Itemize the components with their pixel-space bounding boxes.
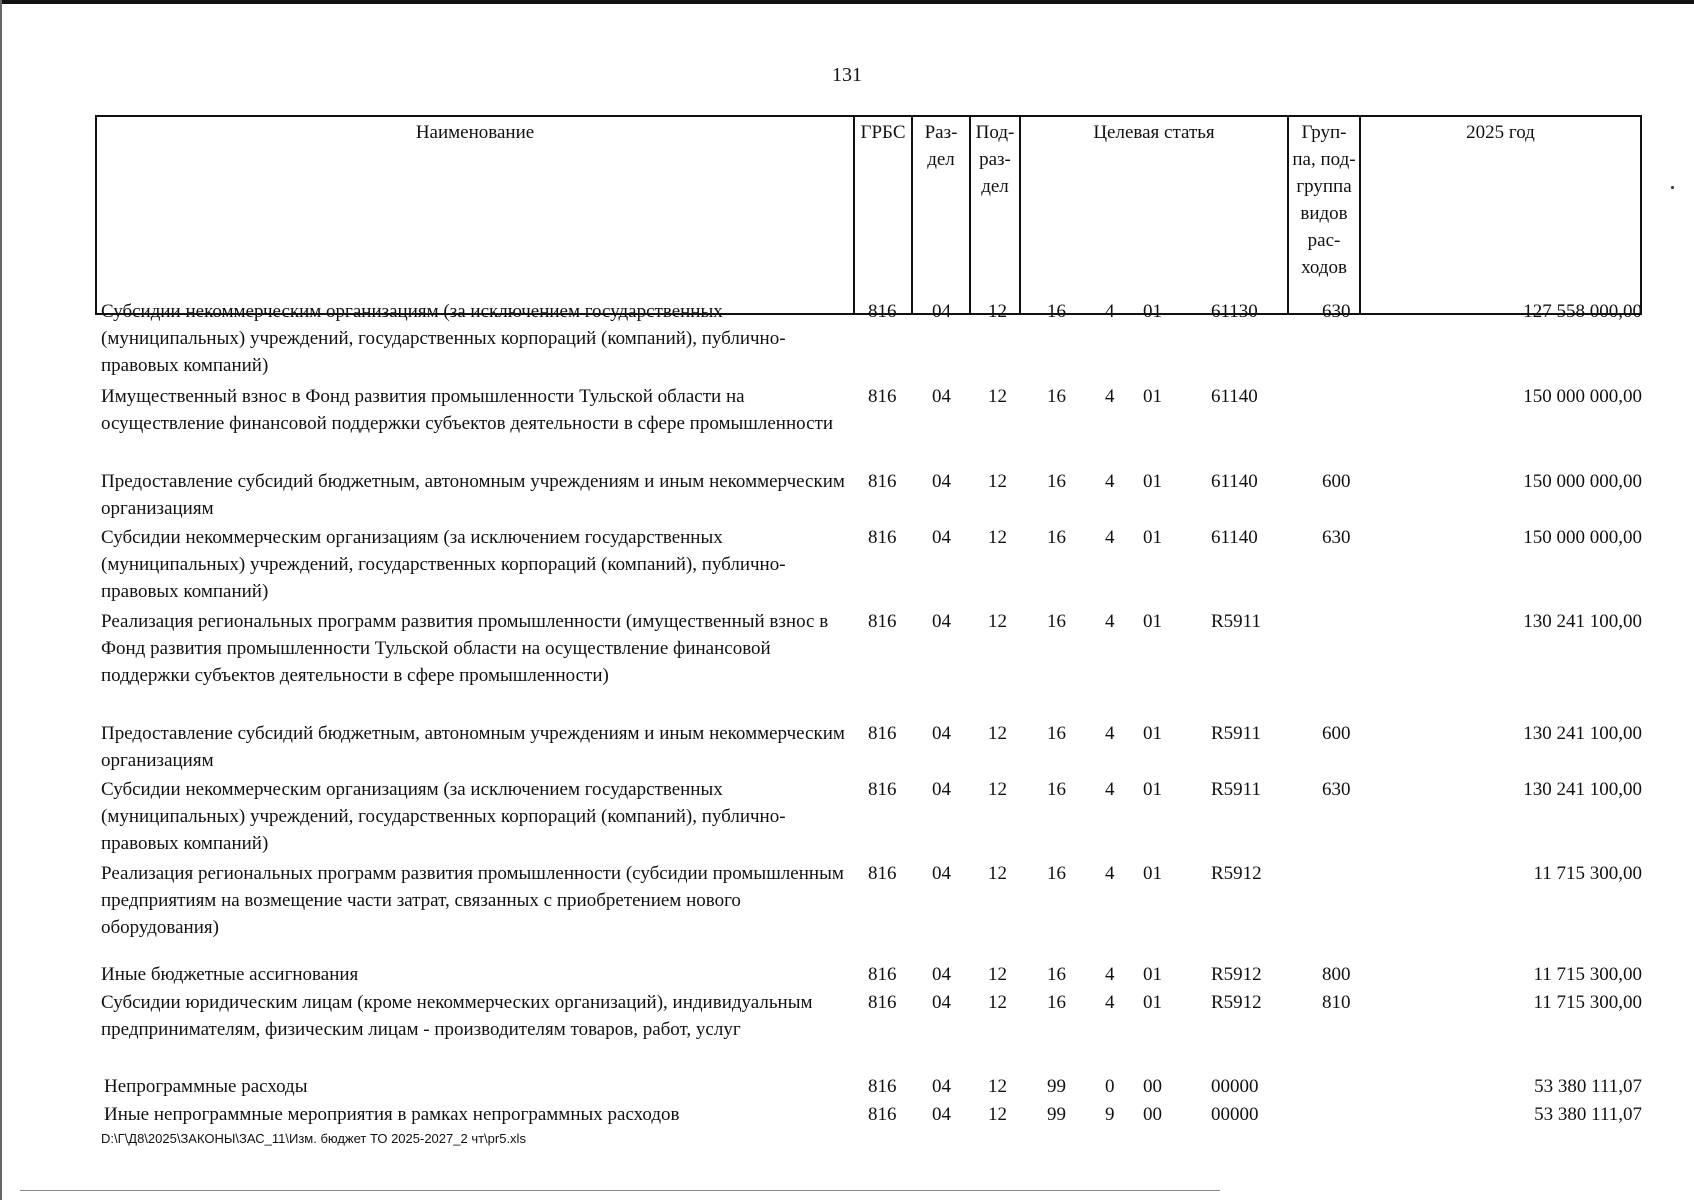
row-razdel: 04: [932, 386, 951, 407]
row-sum: 11 715 300,00: [1533, 863, 1642, 884]
row-group: 630: [1322, 527, 1351, 548]
row-razdel: 04: [932, 1104, 951, 1125]
row-target-code: 61140: [1211, 386, 1258, 407]
row-group: 600: [1322, 723, 1351, 744]
row-target-program: 16: [1047, 964, 1066, 985]
row-target-sub: 01: [1143, 527, 1162, 548]
row-target-program: 16: [1047, 301, 1066, 322]
header-name: Наименование: [97, 117, 855, 313]
row-group: 630: [1322, 301, 1351, 322]
row-target-type: 4: [1105, 964, 1115, 985]
table-header: [95, 115, 1642, 315]
row-target-type: 4: [1105, 471, 1115, 492]
row-target-code: R5912: [1211, 863, 1262, 884]
row-target-type: 4: [1105, 611, 1115, 632]
row-grbs: 816: [868, 779, 897, 800]
row-target-code: 00000: [1211, 1104, 1259, 1125]
row-target-program: 16: [1047, 611, 1066, 632]
row-target-type: 0: [1105, 1076, 1115, 1097]
header-razdel: Раз- дел: [913, 117, 971, 313]
row-target-program: 16: [1047, 863, 1066, 884]
row-sum: 150 000 000,00: [1523, 471, 1642, 492]
row-target-program: 16: [1047, 527, 1066, 548]
row-target-type: 4: [1105, 779, 1115, 800]
row-grbs: 816: [868, 1104, 897, 1125]
row-target-sub: 01: [1143, 779, 1162, 800]
scan-border-top: [0, 0, 1694, 4]
row-target-code: 61140: [1211, 471, 1258, 492]
row-target-code: R5912: [1211, 964, 1262, 985]
row-razdel: 04: [932, 723, 951, 744]
row-target-sub: 00: [1143, 1076, 1162, 1097]
row-razdel: 04: [932, 611, 951, 632]
row-sum: 11 715 300,00: [1533, 964, 1642, 985]
row-target-type: 4: [1105, 386, 1115, 407]
row-podrazdel: 12: [988, 527, 1007, 548]
row-podrazdel: 12: [988, 723, 1007, 744]
row-razdel: 04: [932, 779, 951, 800]
header-podrazdel: Под- раз- дел: [971, 117, 1021, 313]
row-sum: 150 000 000,00: [1523, 527, 1642, 548]
row-razdel: 04: [932, 1076, 951, 1097]
row-target-program: 16: [1047, 992, 1066, 1013]
row-target-type: 9: [1105, 1104, 1115, 1125]
row-grbs: 816: [868, 386, 897, 407]
row-name: Иные непрограммные мероприятия в рамках непрограммных расходов: [104, 1104, 680, 1125]
row-target-program: 16: [1047, 386, 1066, 407]
row-target-sub: 00: [1143, 1104, 1162, 1125]
footer-file-path: D:\Г\Д8\2025\ЗАКОНЫ\ЗАС_11\Изм. бюджет ТО 2025-2027_2 чт\pr5.xls: [101, 1131, 526, 1146]
row-grbs: 816: [868, 471, 897, 492]
row-podrazdel: 12: [988, 1076, 1007, 1097]
row-target-program: 99: [1047, 1076, 1066, 1097]
row-name: Субсидии некоммерческим организациям (за исключением государственных (муниципальных) учреждений, государственных корпораций (компаний), публично-правовых компаний): [101, 779, 786, 854]
row-razdel: 04: [932, 992, 951, 1013]
row-grbs: 816: [868, 992, 897, 1013]
row-name: Субсидии юридическим лицам (кроме некоммерческих организаций), индивидуальным предпринимателям, физическим лицам - производителям товаров, работ, услуг: [101, 992, 813, 1040]
row-target-program: 99: [1047, 1104, 1066, 1125]
row-name: Субсидии некоммерческим организациям (за исключением государственных (муниципальных) учреждений, государственных корпораций (компаний), публично-правовых компаний): [101, 301, 786, 376]
row-target-sub: 01: [1143, 386, 1162, 407]
row-name: Имущественный взнос в Фонд развития промышленности Тульской области на осуществление финансовой поддержки субъектов деятельности в сфере промышленности: [101, 386, 834, 434]
row-name: Предоставление субсидий бюджетным, автономным учреждениям и иным некоммерческим организациям: [101, 471, 845, 519]
row-target-type: 4: [1105, 992, 1115, 1013]
row-target-sub: 01: [1143, 723, 1162, 744]
row-target-code: 00000: [1211, 1076, 1259, 1097]
row-group: 810: [1322, 992, 1351, 1013]
row-grbs: 816: [868, 723, 897, 744]
row-group: 800: [1322, 964, 1351, 985]
row-podrazdel: 12: [988, 964, 1007, 985]
row-grbs: 816: [868, 863, 897, 884]
header-group: Груп- па, под- группа видов рас- ходов: [1289, 117, 1361, 313]
row-sum: 130 241 100,00: [1523, 779, 1642, 800]
row-podrazdel: 12: [988, 1104, 1007, 1125]
row-grbs: 816: [868, 527, 897, 548]
row-target-program: 16: [1047, 779, 1066, 800]
row-sum: 127 558 000,00: [1523, 301, 1642, 322]
row-target-sub: 01: [1143, 471, 1162, 492]
row-group: 600: [1322, 471, 1351, 492]
row-podrazdel: 12: [988, 471, 1007, 492]
row-razdel: 04: [932, 964, 951, 985]
row-name: Непрограммные расходы: [104, 1076, 308, 1097]
header-year: 2025 год: [1466, 122, 1535, 143]
row-target-type: 4: [1105, 863, 1115, 884]
row-target-sub: 01: [1143, 964, 1162, 985]
row-razdel: 04: [932, 527, 951, 548]
row-grbs: 816: [868, 611, 897, 632]
scan-border-bottom: [20, 1190, 1220, 1191]
row-target-program: 16: [1047, 471, 1066, 492]
header-grbs: ГРБС: [855, 117, 913, 313]
row-grbs: 816: [868, 964, 897, 985]
row-podrazdel: 12: [988, 863, 1007, 884]
row-target-sub: 01: [1143, 863, 1162, 884]
row-name: Реализация региональных программ развития промышленности (субсидии промышленным предприятиям на возмещение части затрат, связанных с приобретением нового оборудования): [101, 863, 844, 938]
row-target-sub: 01: [1143, 992, 1162, 1013]
row-target-program: 16: [1047, 723, 1066, 744]
row-name: Предоставление субсидий бюджетным, автономным учреждениям и иным некоммерческим организациям: [101, 723, 845, 771]
row-target-type: 4: [1105, 301, 1115, 322]
row-target-code: R5911: [1211, 611, 1261, 632]
header-target-article: Целевая статья: [1021, 117, 1289, 313]
row-sum: 130 241 100,00: [1523, 611, 1642, 632]
scan-border-left: [0, 0, 2, 1200]
row-podrazdel: 12: [988, 386, 1007, 407]
row-podrazdel: 12: [988, 301, 1007, 322]
row-podrazdel: 12: [988, 992, 1007, 1013]
row-podrazdel: 12: [988, 611, 1007, 632]
row-grbs: 816: [868, 301, 897, 322]
row-razdel: 04: [932, 471, 951, 492]
row-target-code: R5911: [1211, 779, 1261, 800]
row-razdel: 04: [932, 301, 951, 322]
row-target-code: R5911: [1211, 723, 1261, 744]
row-sum: 130 241 100,00: [1523, 723, 1642, 744]
row-sum: 150 000 000,00: [1523, 386, 1642, 407]
row-grbs: 816: [868, 1076, 897, 1097]
row-target-type: 4: [1105, 527, 1115, 548]
row-target-code: 61140: [1211, 527, 1258, 548]
page-number: 131: [832, 64, 862, 86]
row-sum: 53 380 111,07: [1534, 1076, 1642, 1097]
row-podrazdel: 12: [988, 779, 1007, 800]
row-sum: 11 715 300,00: [1533, 992, 1642, 1013]
row-group: 630: [1322, 779, 1351, 800]
row-name: Реализация региональных программ развития промышленности (имущественный взнос в Фонд развития промышленности Тульской области на осуществление финансовой поддержки субъектов деятельности в сфере промышленности): [101, 611, 829, 686]
row-razdel: 04: [932, 863, 951, 884]
row-target-sub: 01: [1143, 301, 1162, 322]
row-target-sub: 01: [1143, 611, 1162, 632]
row-target-code: 61130: [1211, 301, 1258, 322]
row-sum: 53 380 111,07: [1534, 1104, 1642, 1125]
row-name: Субсидии некоммерческим организациям (за исключением государственных (муниципальных) учреждений, государственных корпораций (компаний), публично-правовых компаний): [101, 527, 786, 602]
scan-speck: [1671, 186, 1674, 189]
row-name: Иные бюджетные ассигнования: [101, 964, 359, 985]
row-target-type: 4: [1105, 723, 1115, 744]
row-target-code: R5912: [1211, 992, 1262, 1013]
